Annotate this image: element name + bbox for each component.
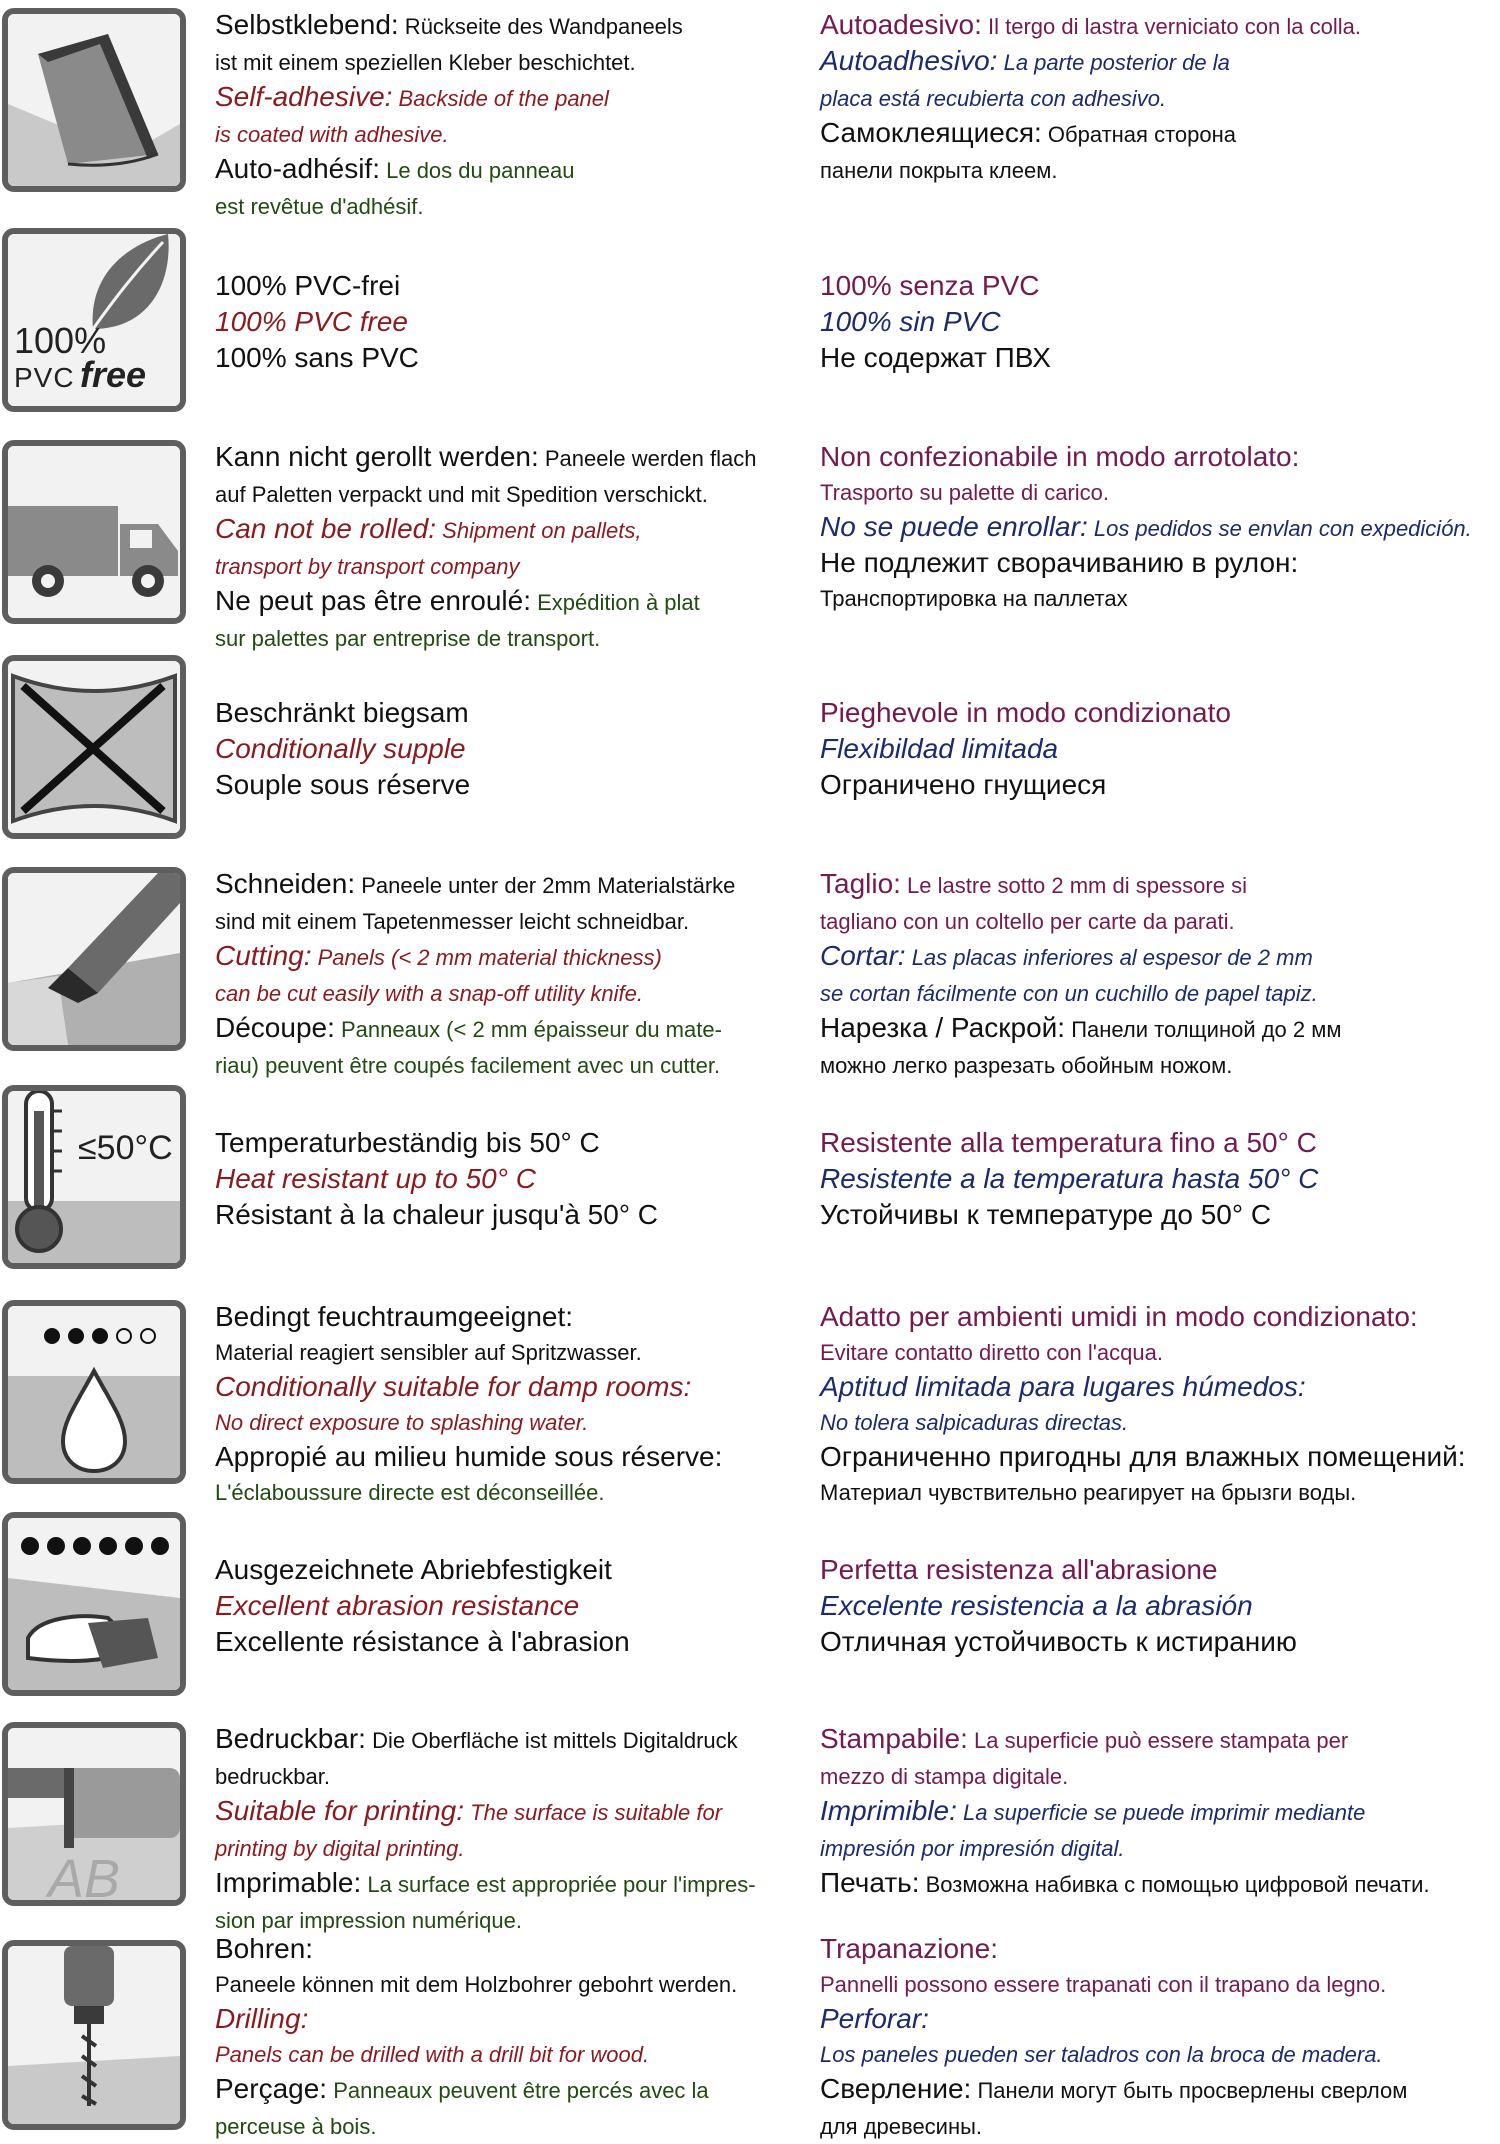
feature-line-en bbox=[215, 1830, 815, 1866]
feature-title: Bohren: bbox=[215, 1933, 314, 1964]
feature-body: La superficie se puede imprimir mediante bbox=[956, 1800, 1366, 1825]
feature-line-de bbox=[215, 903, 815, 939]
feature-line-fr bbox=[215, 1197, 815, 1233]
feature-body: placa está recubierta con adhesivo. bbox=[820, 86, 1167, 111]
feature-body: printing by digital printing. bbox=[215, 1836, 465, 1861]
feature-body: La parte posterior de la bbox=[997, 50, 1230, 75]
pvc-percent-label: 100% bbox=[14, 320, 107, 361]
feature-text-right bbox=[820, 1125, 1500, 1233]
feature-line-es bbox=[820, 1794, 1500, 1830]
feature-body: sion par impression numérique. bbox=[215, 1908, 522, 1933]
feature-title: Beschränkt biegsam bbox=[215, 697, 469, 728]
feature-line-en bbox=[215, 939, 815, 975]
feature-body: mezzo di stampa digitale. bbox=[820, 1764, 1069, 1789]
feature-text-left bbox=[215, 440, 815, 656]
feature-line-de bbox=[215, 1722, 815, 1758]
feature-body: Panels can be drilled with a drill bit for wood. bbox=[215, 2042, 650, 2067]
feature-body: perceuse à bois. bbox=[215, 2114, 377, 2139]
feature-body: Material reagiert sensibler auf Spritzwasser. bbox=[215, 1340, 642, 1365]
delivery-truck-icon bbox=[2, 440, 186, 624]
feature-text-left bbox=[215, 1300, 815, 1510]
feature-line-de bbox=[215, 8, 815, 44]
feature-title: Drilling: bbox=[215, 2003, 309, 2034]
feature-line-it bbox=[820, 1552, 1500, 1588]
feature-body: Panneaux (< 2 mm épaisseur du mate- bbox=[334, 1017, 722, 1042]
feature-body: can be cut easily with a snap-off utility knife. bbox=[215, 981, 643, 1006]
pvc-free-leaf-icon bbox=[2, 228, 186, 412]
feature-title: Ограничено гнущиеся bbox=[820, 769, 1107, 800]
feature-title: Не содержат ПВХ bbox=[820, 342, 1051, 373]
feature-text-right bbox=[820, 268, 1500, 376]
feature-title: Auto-adhésif: bbox=[215, 153, 380, 184]
self-adhesive-peel-icon bbox=[2, 8, 186, 192]
feature-line-it bbox=[820, 1300, 1500, 1334]
feature-title: Trapanazione: bbox=[820, 1933, 998, 1964]
feature-line-fr bbox=[215, 340, 815, 376]
pvc-label: PVC bbox=[14, 362, 75, 393]
feature-line-fr bbox=[215, 584, 815, 620]
feature-title: Ne peut pas être enroulé: bbox=[215, 585, 531, 616]
feature-title: Schneiden: bbox=[215, 868, 356, 899]
feature-title: Flexibildad limitada bbox=[820, 733, 1059, 764]
printer-roller-icon bbox=[2, 1722, 186, 1906]
feature-title: Appropié au milieu humide sous réserve: bbox=[215, 1441, 723, 1472]
feature-line-ru bbox=[820, 580, 1500, 616]
feature-line-it bbox=[820, 867, 1500, 903]
feature-body: Shipment on pallets, bbox=[436, 518, 642, 543]
feature-title: Heat resistant up to 50° C bbox=[215, 1163, 536, 1194]
feature-line-es bbox=[820, 731, 1500, 767]
feature-title: Imprimible: bbox=[820, 1795, 957, 1826]
feature-line-en bbox=[215, 2002, 815, 2036]
feature-line-en bbox=[215, 304, 815, 340]
feature-body: The surface is suitable for bbox=[464, 1800, 723, 1825]
feature-title: Resistente alla temperatura fino a 50° C bbox=[820, 1127, 1317, 1158]
feature-body: impresión por impresión digital. bbox=[820, 1836, 1125, 1861]
feature-line-fr bbox=[215, 2072, 815, 2108]
feature-line-es bbox=[820, 304, 1500, 340]
feature-title: Selbstklebend: bbox=[215, 9, 399, 40]
feature-line-de bbox=[215, 440, 815, 476]
feature-line-it bbox=[820, 268, 1500, 304]
feature-body: is coated with adhesive. bbox=[215, 122, 449, 147]
feature-body: sur palettes par entreprise de transport. bbox=[215, 626, 601, 651]
feature-text-left bbox=[215, 268, 815, 376]
feature-line-it bbox=[820, 1125, 1500, 1161]
feature-title: 100% sans PVC bbox=[215, 342, 419, 373]
feature-line-en bbox=[215, 731, 815, 767]
feature-line-ru bbox=[820, 1624, 1500, 1660]
feature-line-fr bbox=[215, 620, 815, 656]
feature-title: Suitable for printing: bbox=[215, 1795, 465, 1826]
feature-title: Adatto per ambienti umidi in modo condizionato: bbox=[820, 1301, 1418, 1332]
feature-line-en bbox=[215, 548, 815, 584]
feature-body: L'éclaboussure directe est déconseillée. bbox=[215, 1480, 605, 1505]
feature-line-de bbox=[215, 476, 815, 512]
feature-line-es bbox=[820, 1370, 1500, 1404]
feature-body: auf Paletten verpackt und mit Spedition verschickt. bbox=[215, 482, 708, 507]
abrasion-cloth-icon bbox=[2, 1512, 186, 1696]
feature-title: Excelente resistencia a la abrasión bbox=[820, 1590, 1253, 1621]
feature-line-es bbox=[820, 1161, 1500, 1197]
feature-title: Самоклеящиеся: bbox=[820, 117, 1042, 148]
feature-title: Ausgezeichnete Abriebfestigkeit bbox=[215, 1554, 612, 1585]
feature-line-fr bbox=[215, 1474, 815, 1510]
feature-body: Die Oberfläche ist mittels Digitaldruck bbox=[365, 1728, 738, 1753]
feature-title: 100% sin PVC bbox=[820, 306, 1001, 337]
feature-title: Imprimable: bbox=[215, 1867, 362, 1898]
feature-body: Los pedidos se envlan con expedición. bbox=[1087, 516, 1472, 541]
feature-body: La superficie può essere stampata per bbox=[967, 1728, 1349, 1753]
feature-title: Excellent abrasion resistance bbox=[215, 1590, 580, 1621]
feature-line-en bbox=[215, 1588, 815, 1624]
feature-title: Отличная устойчивость к истиранию bbox=[820, 1626, 1297, 1657]
feature-line-fr bbox=[215, 1624, 815, 1660]
feature-line-es bbox=[820, 1588, 1500, 1624]
feature-line-es bbox=[820, 939, 1500, 975]
feature-title: No se puede enrollar: bbox=[820, 511, 1088, 542]
feature-line-de bbox=[215, 1966, 815, 2002]
feature-title: Résistant à la chaleur jusqu'à 50° C bbox=[215, 1199, 659, 1230]
feature-line-ru bbox=[820, 1197, 1500, 1233]
feature-body: tagliano con un coltello per carte da parati. bbox=[820, 909, 1235, 934]
feature-body: Panneaux peuvent être percés avec la bbox=[327, 2078, 709, 2103]
feature-text-right bbox=[820, 867, 1500, 1083]
feature-title: 100% senza PVC bbox=[820, 270, 1040, 301]
feature-title: Non confezionabile in modo arrotolato: bbox=[820, 441, 1300, 472]
feature-body: Paneele können mit dem Holzbohrer gebohrt werden. bbox=[215, 1972, 738, 1997]
feature-title: Resistente a la temperatura hasta 50° C bbox=[820, 1163, 1319, 1194]
feature-title: Perfetta resistenza all'abrasione bbox=[820, 1554, 1218, 1585]
feature-title: Cutting: bbox=[215, 940, 312, 971]
feature-body: для древесины. bbox=[820, 2114, 983, 2139]
feature-body: riau) peuvent être coupés facilement avec un cutter. bbox=[215, 1053, 721, 1078]
feature-body: Evitare contatto diretto con l'acqua. bbox=[820, 1340, 1163, 1365]
feature-line-ru bbox=[820, 2108, 1500, 2144]
feature-line-es bbox=[820, 975, 1500, 1011]
feature-body: можно легко разрезать обойным ножом. bbox=[820, 1053, 1233, 1078]
feature-line-fr bbox=[215, 1011, 815, 1047]
feature-line-de bbox=[215, 1334, 815, 1370]
feature-body: Pannelli possono essere trapanati con il trapano da legno. bbox=[820, 1972, 1387, 1997]
feature-body: Paneele unter der 2mm Materialstärke bbox=[355, 873, 736, 898]
feature-line-fr bbox=[215, 188, 815, 224]
feature-title: Conditionally supple bbox=[215, 733, 466, 764]
bending-crossed-icon bbox=[2, 655, 186, 839]
feature-title: Печать: bbox=[820, 1867, 920, 1898]
feature-text-right bbox=[820, 440, 1500, 616]
feature-title: Не подлежит сворачиванию в рулон: bbox=[820, 547, 1299, 578]
feature-text-left bbox=[215, 1125, 815, 1233]
feature-body: No direct exposure to splashing water. bbox=[215, 1410, 589, 1435]
feature-body: Панели могут быть просверлены сверлом bbox=[971, 2078, 1408, 2103]
feature-title: Нарезка / Раскрой: bbox=[820, 1012, 1066, 1043]
feature-line-fr bbox=[215, 152, 815, 188]
feature-title: Kann nicht gerollt werden: bbox=[215, 441, 539, 472]
feature-line-en bbox=[215, 1404, 815, 1440]
feature-body: Le dos du panneau bbox=[380, 158, 575, 183]
feature-line-it bbox=[820, 8, 1500, 44]
feature-title: Excellente résistance à l'abrasion bbox=[215, 1626, 630, 1657]
feature-line-es bbox=[820, 510, 1500, 546]
feature-body: Paneele werden flach bbox=[538, 446, 757, 471]
feature-line-fr bbox=[215, 1047, 815, 1083]
feature-title: Autoadhesivo: bbox=[820, 45, 998, 76]
feature-text-right bbox=[820, 1300, 1500, 1510]
feature-line-en bbox=[215, 512, 815, 548]
water-drop-icon bbox=[2, 1300, 186, 1484]
feature-line-de bbox=[215, 268, 815, 304]
feature-line-en bbox=[215, 2036, 815, 2072]
feature-title: Découpe: bbox=[215, 1012, 335, 1043]
feature-text-left bbox=[215, 867, 815, 1083]
feature-line-it bbox=[820, 1758, 1500, 1794]
feature-line-ru bbox=[820, 1866, 1500, 1902]
feature-body: Rückseite des Wandpaneels bbox=[398, 14, 683, 39]
feature-title: Perçage: bbox=[215, 2073, 328, 2104]
feature-body: est revêtue d'adhésif. bbox=[215, 194, 424, 219]
feature-title: Conditionally suitable for damp rooms: bbox=[215, 1371, 692, 1402]
feature-line-de bbox=[215, 44, 815, 80]
feature-text-left bbox=[215, 695, 815, 803]
feature-line-en bbox=[215, 80, 815, 116]
feature-line-ru bbox=[820, 1011, 1500, 1047]
feature-title: Self-adhesive: bbox=[215, 81, 393, 112]
feature-body: La surface est appropriée pour l'impres- bbox=[361, 1872, 756, 1897]
feature-body: sind mit einem Tapetenmesser leicht schneidbar. bbox=[215, 909, 690, 934]
feature-body: Возможна набивка с помощью цифровой печати. bbox=[919, 1872, 1430, 1897]
feature-line-ru bbox=[820, 152, 1500, 188]
feature-body: Le lastre sotto 2 mm di spessore si bbox=[900, 873, 1247, 898]
feature-title: Autoadesivo: bbox=[820, 9, 982, 40]
feature-line-ru bbox=[820, 1474, 1500, 1510]
feature-title: Ограниченно пригодны для влажных помещений: bbox=[820, 1441, 1466, 1472]
feature-line-ru bbox=[820, 116, 1500, 152]
feature-title: Cortar: bbox=[820, 940, 906, 971]
feature-line-ru bbox=[820, 340, 1500, 376]
feature-title: Aptitud limitada para lugares húmedos: bbox=[820, 1371, 1306, 1402]
feature-text-left bbox=[215, 1722, 815, 1938]
feature-body: bedruckbar. bbox=[215, 1764, 330, 1789]
feature-title: Souple sous réserve bbox=[215, 769, 471, 800]
thermometer-icon bbox=[2, 1085, 186, 1269]
feature-title: Perforar: bbox=[820, 2003, 929, 2034]
feature-text-left bbox=[215, 1552, 815, 1660]
feature-line-fr bbox=[215, 767, 815, 803]
feature-text-right bbox=[820, 8, 1500, 188]
drill-icon bbox=[2, 1940, 186, 2130]
feature-body: Il tergo di lastra verniciato con la colla. bbox=[981, 14, 1361, 39]
feature-line-de bbox=[215, 1125, 815, 1161]
feature-line-es bbox=[820, 2002, 1500, 2036]
feature-body: se cortan fácilmente con un cuchillo de papel tapiz. bbox=[820, 981, 1318, 1006]
print-sample-letters: AB bbox=[48, 1849, 121, 1906]
feature-line-fr bbox=[215, 1440, 815, 1474]
feature-line-es bbox=[820, 2036, 1500, 2072]
feature-text-left bbox=[215, 1932, 815, 2144]
feature-body: Los paneles pueden ser taladros con la broca de madera. bbox=[820, 2042, 1383, 2067]
feature-body: Транспортировка на паллетах bbox=[820, 586, 1128, 611]
feature-line-de bbox=[215, 1758, 815, 1794]
feature-line-de bbox=[215, 695, 815, 731]
feature-line-de bbox=[215, 1300, 815, 1334]
feature-title: Pieghevole in modo condizionato bbox=[820, 697, 1231, 728]
feature-body: transport by transport company bbox=[215, 554, 520, 579]
pvc-free-label: free bbox=[80, 354, 147, 395]
feature-title: Stampabile: bbox=[820, 1723, 968, 1754]
feature-line-it bbox=[820, 474, 1500, 510]
feature-line-it bbox=[820, 1334, 1500, 1370]
feature-text-right bbox=[820, 1552, 1500, 1660]
feature-line-fr bbox=[215, 1866, 815, 1902]
feature-line-en bbox=[215, 975, 815, 1011]
feature-title: Can not be rolled: bbox=[215, 513, 437, 544]
feature-line-es bbox=[820, 80, 1500, 116]
feature-line-en bbox=[215, 1161, 815, 1197]
feature-line-ru bbox=[820, 767, 1500, 803]
feature-body: Las placas inferiores al espesor de 2 mm bbox=[905, 945, 1313, 970]
feature-line-en bbox=[215, 1794, 815, 1830]
feature-title: 100% PVC-frei bbox=[215, 270, 401, 301]
feature-line-it bbox=[820, 1932, 1500, 1966]
feature-line-it bbox=[820, 903, 1500, 939]
feature-line-de bbox=[215, 867, 815, 903]
feature-body: Expédition à plat bbox=[530, 590, 700, 615]
feature-line-de bbox=[215, 1932, 815, 1966]
feature-body: ist mit einem speziellen Kleber beschichtet. bbox=[215, 50, 636, 75]
feature-line-es bbox=[820, 1404, 1500, 1440]
utility-knife-icon bbox=[2, 867, 186, 1051]
feature-text-left bbox=[215, 8, 815, 224]
feature-line-en bbox=[215, 116, 815, 152]
feature-body: панели покрыта клеем. bbox=[820, 158, 1058, 183]
feature-text-right bbox=[820, 1722, 1500, 1902]
feature-line-ru bbox=[820, 1440, 1500, 1474]
feature-line-ru bbox=[820, 546, 1500, 580]
feature-title: Temperaturbeständig bis 50° C bbox=[215, 1127, 600, 1158]
feature-line-ru bbox=[820, 2072, 1500, 2108]
feature-body: Backside of the panel bbox=[392, 86, 609, 111]
feature-line-de bbox=[215, 1552, 815, 1588]
feature-title: Bedruckbar: bbox=[215, 1723, 366, 1754]
feature-body: No tolera salpicaduras directas. bbox=[820, 1410, 1129, 1435]
feature-title: Сверление: bbox=[820, 2073, 972, 2104]
feature-title: Устойчивы к температуре до 50° C bbox=[820, 1199, 1272, 1230]
feature-line-en bbox=[215, 1370, 815, 1404]
feature-line-it bbox=[820, 1966, 1500, 2002]
feature-title: Taglio: bbox=[820, 868, 901, 899]
feature-line-it bbox=[820, 1722, 1500, 1758]
temperature-limit-label: ≤50°C bbox=[78, 1129, 173, 1167]
feature-body: Panels (< 2 mm material thickness) bbox=[311, 945, 662, 970]
feature-line-es bbox=[820, 44, 1500, 80]
feature-body: Trasporto su palette di carico. bbox=[820, 480, 1109, 505]
feature-body: Панели толщиной до 2 мм bbox=[1065, 1017, 1342, 1042]
feature-line-it bbox=[820, 695, 1500, 731]
feature-body: Обратная сторона bbox=[1041, 122, 1236, 147]
feature-line-es bbox=[820, 1830, 1500, 1866]
feature-title: Bedingt feuchtraumgeeignet: bbox=[215, 1301, 574, 1332]
feature-line-it bbox=[820, 440, 1500, 474]
feature-body: Материал чувствительно реагирует на брызги воды. bbox=[820, 1480, 1357, 1505]
feature-title: 100% PVC free bbox=[215, 306, 408, 337]
feature-text-right bbox=[820, 1932, 1500, 2144]
feature-line-ru bbox=[820, 1047, 1500, 1083]
feature-text-right bbox=[820, 695, 1500, 803]
feature-line-fr bbox=[215, 2108, 815, 2144]
